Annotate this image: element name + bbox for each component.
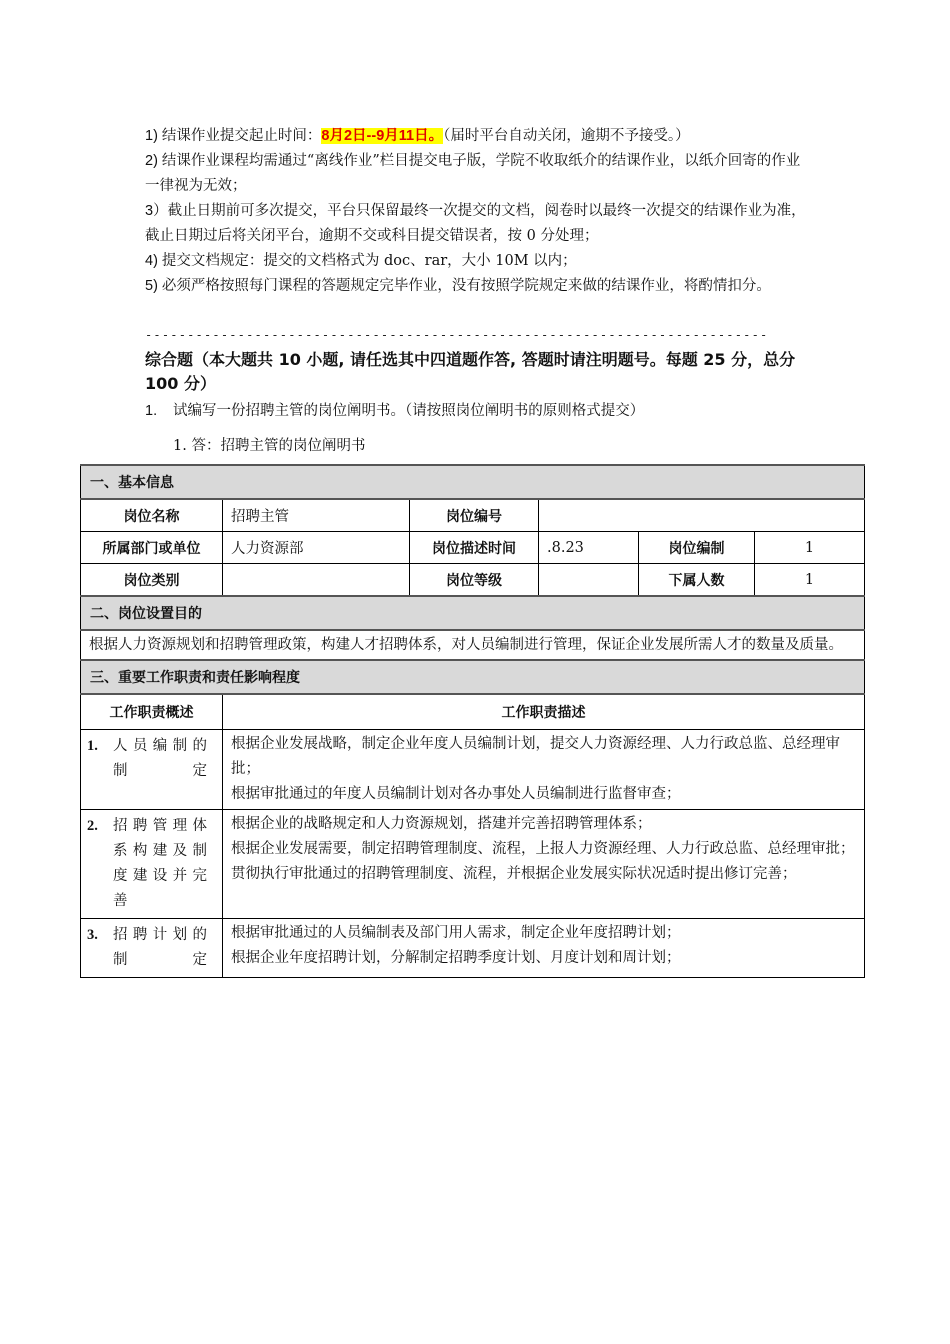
section-duties-title: 三、重要工作职责和责任影响程度 xyxy=(81,660,865,694)
value-position-grade xyxy=(539,564,639,597)
duty-line: 根据企业发展战略，制定企业年度人员编制计划，提交人力资源经理、人力行政总监、总经理审批； xyxy=(231,736,840,777)
duty-line: 贯彻执行审批通过的招聘管理制度、流程，并根据企业发展实际状况适时提出修订完善； xyxy=(231,866,797,882)
column-duty-description: 工作职责描述 xyxy=(223,694,865,730)
note-item-3: 3）截止日期前可多次提交，平台只保留最终一次提交的文档，阅卷时以最终一次提交的结课作业为准，截止日期过后将关闭平台，逾期不交或科目提交错误者，按 0 分处理； xyxy=(145,203,806,244)
value-position-code xyxy=(539,499,865,532)
value-position-name: 招聘主管 xyxy=(223,499,410,532)
section-title: 综合题（本大题共 10 小题, 请任选其中四道题作答, 答题时请注明题号。每题 25 分，总分 100 分） xyxy=(145,350,796,393)
duty-line: 根据审批通过的年度人员编制计划对各办事处人员编制进行监督审查； xyxy=(231,786,681,802)
duty-name: 招聘管理体系构建及制度建设并完善 xyxy=(113,818,209,909)
question-1 xyxy=(145,399,644,420)
label-position-category: 岗位类别 xyxy=(81,564,223,597)
duty-row xyxy=(81,810,865,919)
duty-description-cell xyxy=(223,810,865,919)
section-purpose-title: 二、岗位设置目的 xyxy=(81,596,865,630)
duty-line: 根据企业发展需要，制定招聘管理制度、流程，上报人力资源经理、人力行政总监、总经理审批； xyxy=(231,841,855,857)
duty-name-cell: 1. 人员编制的制定 xyxy=(81,730,223,810)
label-position-code: 岗位编号 xyxy=(410,499,539,532)
label-department: 所属部门或单位 xyxy=(81,532,223,564)
dashed-divider: -------------------------------------------------------------------------- xyxy=(145,328,769,342)
note-item-4: 4) 提交文档规定：提交的文档格式为 doc、rar，大小 10M 以内； xyxy=(145,253,577,269)
duty-row xyxy=(81,730,865,810)
value-position-quota: 1 xyxy=(755,532,865,564)
deadline-highlight: 8月2日--9月11日。 xyxy=(321,128,444,144)
duty-name: 招聘计划的制定 xyxy=(113,927,209,968)
job-description-table xyxy=(80,464,865,978)
question-text: 试编写一份招聘主管的岗位阐明书。（请按照岗位阐明书的原则格式提交） xyxy=(173,403,645,419)
note-item-1: 1) 结课作业提交起止时间：8月2日--9月11日。（届时平台自动关闭，逾期不予接受。） xyxy=(145,128,690,144)
position-purpose: 根据人力资源规划和招聘管理政策，构建人才招聘体系，对人员编制进行管理，保证企业发展所需人才的数量及质量。 xyxy=(81,630,865,660)
value-position-category xyxy=(223,564,410,597)
value-department: 人力资源部 xyxy=(223,532,410,564)
duty-line: 根据企业的战略规定和人力资源规划，搭建并完善招聘管理体系； xyxy=(231,816,652,832)
label-position-quota: 岗位编制 xyxy=(639,532,755,564)
submission-notes xyxy=(145,124,810,299)
label-description-time: 岗位描述时间 xyxy=(410,532,539,564)
answer-heading: 1. 答：招聘主管的岗位阐明书 xyxy=(173,438,366,454)
value-subordinates: 1 xyxy=(755,564,865,597)
duty-line: 根据审批通过的人员编制表及部门用人需求，制定企业年度招聘计划； xyxy=(231,925,681,941)
duty-name-cell: 3. 招聘计划的制定 xyxy=(81,919,223,978)
section-basic-info-title: 一、基本信息 xyxy=(81,465,865,499)
label-subordinates: 下属人数 xyxy=(639,564,755,597)
column-duty-overview: 工作职责概述 xyxy=(81,694,223,730)
question-number: 1. xyxy=(145,403,158,419)
duty-row xyxy=(81,919,865,978)
label-position-name: 岗位名称 xyxy=(81,499,223,532)
note-item-2: 2) 结课作业课程均需通过“离线作业”栏目提交电子版，学院不收取纸介的结课作业，以纸介回寄的作业一律视为无效； xyxy=(145,153,801,194)
duty-description-cell xyxy=(223,919,865,978)
label-position-grade: 岗位等级 xyxy=(410,564,539,597)
note-item-5: 5) 必须严格按照每门课程的答题规定完毕作业，没有按照学院规定来做的结课作业，将酌情扣分。 xyxy=(145,278,771,294)
duty-line: 根据企业年度招聘计划，分解制定招聘季度计划、月度计划和周计划； xyxy=(231,950,681,966)
value-description-time: .8.23 xyxy=(539,532,639,564)
duty-name: 人员编制的制定 xyxy=(113,738,209,779)
duty-name-cell: 2. 招聘管理体系构建及制度建设并完善 xyxy=(81,810,223,919)
duty-description-cell xyxy=(223,730,865,810)
